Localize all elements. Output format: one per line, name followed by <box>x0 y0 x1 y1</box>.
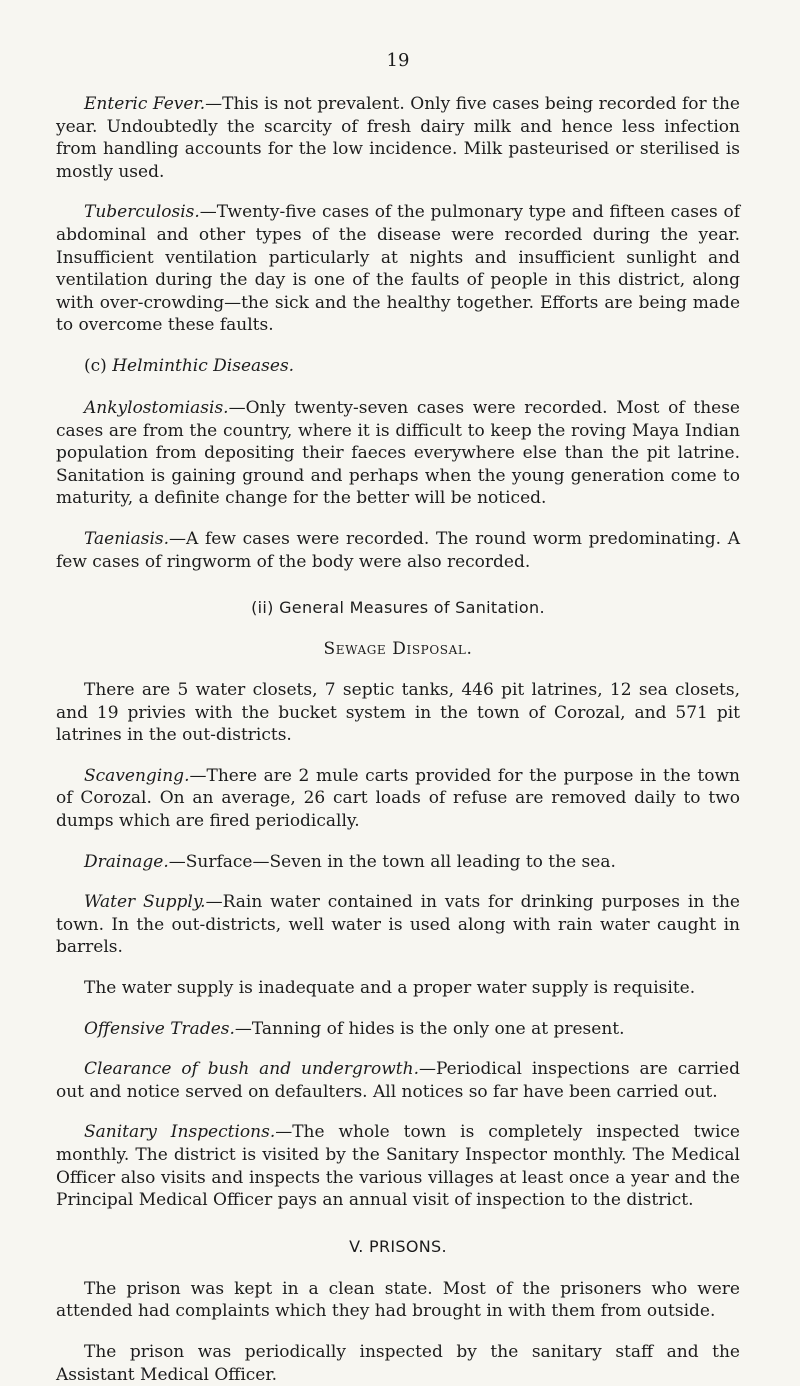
paragraph-clearance <box>56 1058 740 1103</box>
paragraph-taeniasis <box>56 528 740 573</box>
paragraph-text: —Only twenty-seven cases were recorded. Most of these cases are from the country, where it is difficult to keep the roving Maya Indian population from depositing their faeces everywhere else than the pit latrine. Sanitation is gaining ground and perhaps when the young generation come to maturity, a definite change for the better will be noticed. <box>56 397 740 509</box>
paragraph-text: —Rain water contained in vats for drinking purposes in the town. In the out-districts, well water is used along with rain water caught in barrels. <box>56 892 740 958</box>
paragraph-scavenging <box>56 765 740 833</box>
paragraph-drainage <box>56 851 740 874</box>
paragraph-prison-inspection: The prison was periodically inspected by the sanitary staff and the Assistant Medical Officer. <box>56 1341 740 1385</box>
run-in-heading: Taeniasis. <box>84 528 170 549</box>
paragraph-text: —The whole town is completely inspected twice monthly. The district is visited by the Sanitary Inspector monthly. The Medical Officer also visits and inspects the various villages at least once a year and the Principal Medical Officer pays an annual visit of inspection to the district. <box>56 1122 740 1211</box>
paragraph-sanitary-inspections <box>56 1121 740 1211</box>
run-in-heading: Tuberculosis. <box>84 202 200 223</box>
paragraph-text: —Surface—Seven in the town all leading to the sea. <box>168 851 616 872</box>
run-in-heading: Drainage. <box>84 851 169 872</box>
run-in-heading: Enteric Fever. <box>84 94 206 114</box>
paragraph-offensive-trades <box>56 1018 740 1041</box>
paragraph-enteric-fever <box>56 93 740 183</box>
run-in-heading: Water Supply. <box>84 892 206 913</box>
section-heading-sanitation: (ii) General Measures of Sanitation. <box>251 598 545 618</box>
page-number: 19 <box>386 50 410 71</box>
subheading-label: Helminthic Diseases. <box>112 355 295 376</box>
paragraph-sewage: There are 5 water closets, 7 septic tanks, 446 pit latrines, 12 sea closets, and 19 privies with the bucket system in the town of Corozal, and 571 pit latrines in the out-districts. <box>56 680 740 746</box>
paragraph-ankylostomiasis <box>56 397 740 510</box>
run-in-heading: Offensive Trades. <box>84 1018 235 1039</box>
paragraph-text: —Tanning of hides is the only one at present. <box>234 1018 625 1039</box>
subheading-marker: (c) <box>84 355 107 376</box>
paragraph-text: —A few cases were recorded. The round worm predominating. A few cases of ringworm of the body were also recorded. <box>56 528 740 572</box>
section-heading-sewage: Sewage Disposal. <box>323 639 473 660</box>
paragraph-tuberculosis <box>56 201 740 337</box>
run-in-heading: Sanitary Inspections. <box>84 1122 276 1143</box>
paragraph-text: —Periodical inspections are carried out and notice served on defaulters. All notices so far have been carried out. <box>56 1059 740 1102</box>
paragraph-water-inadequate: The water supply is inadequate and a proper water supply is requisite. <box>84 978 696 999</box>
paragraph-water-supply <box>56 891 740 959</box>
paragraph-text: —This is not prevalent. Only five cases being recorded for the year. Undoubtedly the scarcity of fresh dairy milk and hence less infection from handling accounts for the low incidence. Milk pasteurised or sterilised is mostly used. <box>56 94 740 182</box>
paragraph-text: —Twenty-five cases of the pulmonary type and fifteen cases of abdominal and other types of the disease were recorded during the year. Insufficient ventilation particularly at nights and insufficient sunlight and ventilation during the day is one of the faults of people in this district, along with over-crowding—the sick and the healthy together. Efforts are being made to overcome these faults. <box>56 202 740 336</box>
section-heading-prisons: V. PRISONS. <box>349 1236 447 1256</box>
run-in-heading: Clearance of bush and undergrowth. <box>84 1059 419 1080</box>
run-in-heading: Scavenging. <box>84 765 190 786</box>
subheading-helminthic <box>56 355 740 377</box>
run-in-heading: Ankylostomiasis. <box>84 397 229 418</box>
paragraph-prison-state: The prison was kept in a clean state. Most of the prisoners who were attended had complaints which they had brought in with them from outside. <box>56 1278 740 1322</box>
paragraph-text: —There are 2 mule carts provided for the purpose in the town of Corozal. On an average, 26 cart loads of refuse are removed daily to two dumps which are fired periodically. <box>56 765 740 832</box>
